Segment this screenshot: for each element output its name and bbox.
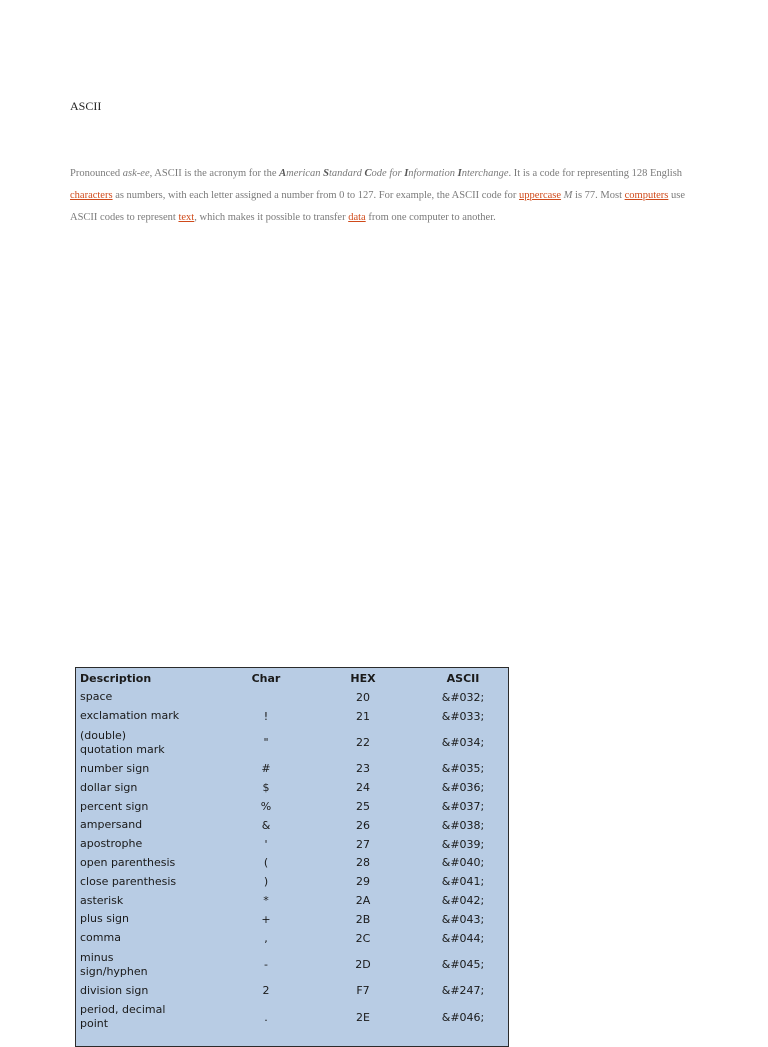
- cell-ascii: &#032;: [441, 690, 485, 704]
- cell-hex: 2E: [356, 1010, 370, 1024]
- cell-ascii: &#038;: [441, 818, 485, 832]
- cell-hex: 28: [356, 856, 370, 870]
- cell-char: #: [261, 762, 271, 776]
- cell-description: ampersand: [80, 818, 143, 832]
- cell-char: !: [263, 709, 269, 723]
- table-row: [76, 948, 508, 982]
- table-row: [76, 854, 508, 873]
- header-ascii: ASCII: [446, 671, 480, 685]
- cell-description: division sign: [80, 983, 149, 997]
- cell-hex: 27: [356, 837, 370, 851]
- table-row: [76, 816, 508, 835]
- cell-description: apostrophe: [80, 837, 143, 851]
- cell-hex: 26: [356, 818, 370, 832]
- cell-hex: 25: [356, 800, 370, 814]
- link-characters[interactable]: characters: [70, 189, 113, 201]
- cell-hex: 2B: [355, 912, 371, 926]
- acronym-expansion: American Standard Code for Information Interchange: [279, 168, 509, 179]
- cell-ascii: &#045;: [441, 958, 485, 972]
- cell-char: ': [264, 837, 268, 851]
- table-row: [76, 982, 508, 1001]
- table-row: [76, 726, 508, 760]
- table-row: [76, 760, 508, 779]
- cell-description: period, decimal point: [80, 1003, 166, 1031]
- cell-description: (double) quotation mark: [80, 728, 165, 756]
- cell-hex: 23: [356, 762, 370, 776]
- cell-ascii: &#041;: [441, 875, 485, 889]
- header-hex: HEX: [350, 671, 376, 685]
- cell-hex: 24: [356, 781, 370, 795]
- cell-char: ": [263, 736, 269, 750]
- cell-ascii: &#040;: [441, 856, 485, 870]
- cell-description: number sign: [80, 761, 150, 775]
- cell-ascii: &#043;: [441, 912, 485, 926]
- table-header-row: [76, 668, 508, 688]
- cell-description: minus sign/hyphen: [80, 950, 148, 978]
- cell-hex: 22: [356, 736, 370, 750]
- cell-ascii: &#036;: [441, 781, 485, 795]
- cell-description: comma: [80, 931, 121, 945]
- cell-description: dollar sign: [80, 780, 138, 794]
- cell-description: asterisk: [80, 893, 124, 907]
- cell-description: plus sign: [80, 912, 129, 926]
- table-row: [76, 891, 508, 910]
- table-row: [76, 778, 508, 797]
- cell-hex: 2A: [355, 894, 371, 908]
- ascii-table: [75, 667, 509, 1047]
- header-description: Description: [80, 671, 152, 685]
- cell-description: percent sign: [80, 799, 149, 813]
- cell-char: -: [264, 958, 268, 972]
- link-uppercase[interactable]: uppercase: [519, 189, 562, 201]
- cell-description: close parenthesis: [80, 874, 177, 888]
- link-data[interactable]: data: [348, 211, 366, 223]
- pronunciation: ask-ee: [122, 168, 150, 179]
- cell-ascii: &#042;: [441, 894, 485, 908]
- cell-hex: 20: [356, 690, 370, 704]
- cell-char: *: [263, 894, 269, 908]
- cell-ascii: &#033;: [441, 709, 485, 723]
- cell-ascii: &#044;: [441, 931, 485, 945]
- table-row: [76, 797, 508, 816]
- cell-description: open parenthesis: [80, 855, 176, 869]
- letter-m: M: [563, 189, 573, 201]
- cell-ascii: &#034;: [441, 736, 485, 750]
- cell-hex: 2D: [355, 958, 371, 972]
- table-row: [76, 835, 508, 854]
- header-char: Char: [251, 671, 281, 685]
- cell-ascii: &#035;: [441, 762, 485, 776]
- cell-char: $: [262, 781, 270, 795]
- cell-ascii: &#046;: [441, 1010, 485, 1024]
- cell-ascii: &#247;: [441, 984, 485, 998]
- cell-hex: 2C: [355, 931, 371, 945]
- cell-char: +: [261, 912, 271, 926]
- cell-char: %: [260, 800, 272, 814]
- cell-char: [220, 688, 308, 707]
- cell-ascii: &#037;: [441, 800, 485, 814]
- link-text[interactable]: text: [178, 211, 195, 223]
- definition-paragraph: Pronounced ask-ee, ASCII is the acronym for the American Standard Code for Information Interchange. It is a code for representing 128 English characters as numbers, with each letter assigned a number from 0 to 127. For example, the ASCII code for uppercase M is 77. Most computers use ASCII codes to represent text, which makes it possible to transfer data from one computer to another.: [70, 168, 685, 223]
- cell-char: (: [263, 856, 269, 870]
- link-computers[interactable]: computers: [624, 189, 669, 201]
- table-row: [76, 929, 508, 948]
- table-row: [76, 1000, 508, 1034]
- cell-hex: F7: [356, 984, 370, 998]
- cell-description: exclamation mark: [80, 709, 180, 723]
- table-body: [76, 688, 508, 1034]
- table-row: [76, 910, 508, 929]
- cell-char: &: [261, 818, 271, 832]
- table-row: [76, 707, 508, 726]
- cell-char: 2: [262, 984, 270, 998]
- table-row: [76, 688, 508, 707]
- cell-ascii: &#039;: [441, 837, 485, 851]
- cell-hex: 29: [356, 875, 370, 889]
- cell-description: space: [80, 690, 113, 704]
- cell-char: ): [263, 875, 269, 889]
- cell-char: .: [264, 1010, 268, 1024]
- cell-hex: 21: [356, 709, 370, 723]
- cell-char: ,: [264, 931, 268, 945]
- document-title: ASCII: [70, 99, 102, 113]
- table-row: [76, 872, 508, 891]
